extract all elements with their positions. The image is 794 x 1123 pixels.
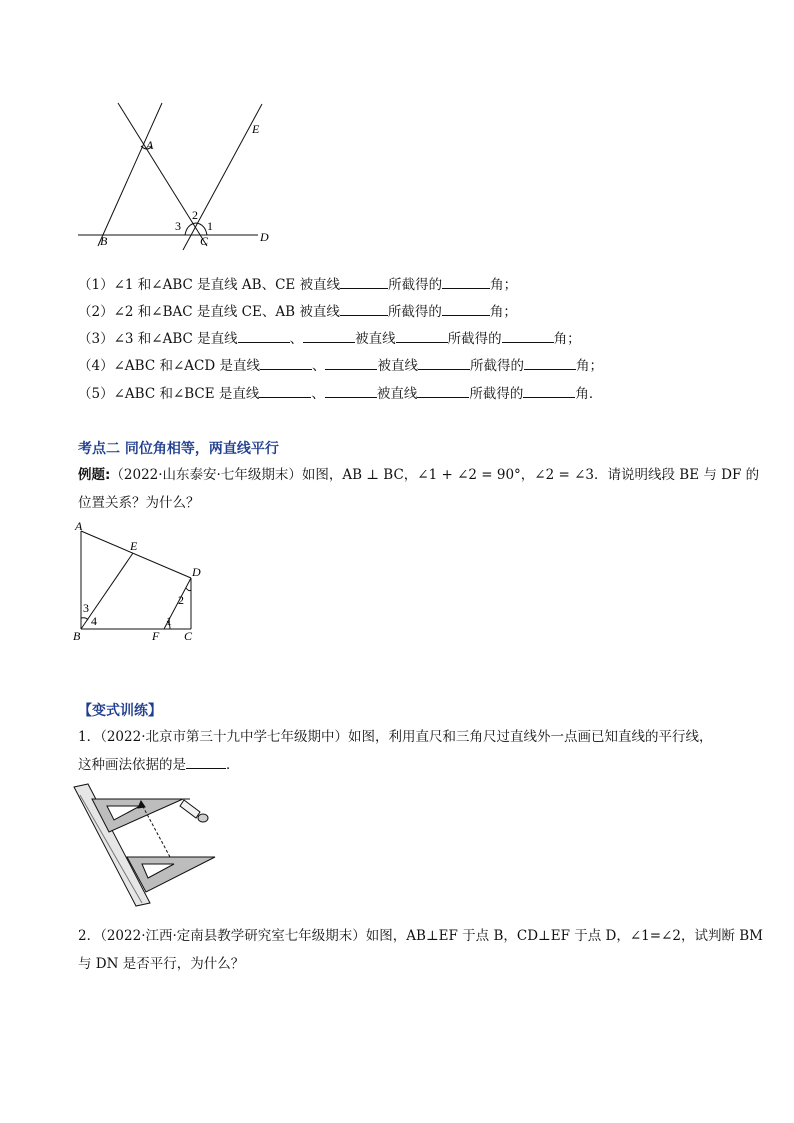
line-ce	[183, 104, 262, 250]
question-3: （3）∠3 和∠ABC 是直线 、 被直线 所截得的 角；	[78, 331, 581, 347]
variant-title: 【变式训练】	[78, 703, 162, 719]
label-angle-2: 2	[178, 593, 184, 607]
line-ab	[98, 103, 162, 246]
figure-quadrilateral	[70, 516, 210, 646]
answer-blank[interactable]	[260, 356, 312, 370]
label-angle-1: 1	[166, 614, 172, 628]
label-d: D	[192, 565, 201, 579]
label-a: A	[146, 138, 154, 152]
label-angle-2: 2	[192, 208, 198, 222]
label-c: C	[184, 629, 193, 643]
label-f: F	[152, 629, 160, 643]
pencil	[180, 800, 200, 818]
answer-blank[interactable]	[340, 302, 388, 316]
variant-q1-line-2: 这种画法依据的是 ．	[78, 757, 240, 773]
answer-blank[interactable]	[442, 275, 490, 289]
answer-blank[interactable]	[417, 384, 469, 398]
segment-be	[81, 553, 133, 629]
figure-transversal-lines	[70, 98, 290, 253]
label-e: E	[252, 122, 260, 136]
answer-blank[interactable]	[442, 302, 490, 316]
question-1: （1）∠1 和∠ABC 是直线 AB、CE 被直线 所截得的 角；	[78, 277, 518, 293]
label-c: C	[200, 234, 209, 248]
answer-blank[interactable]	[238, 329, 290, 343]
example-line-1: 例题:（2022·山东泰安·七年级期末）如图，AB ⊥ BC，∠1 + ∠2 = 90°，∠2 = ∠3．请说明线段 BE 与 DF 的	[78, 467, 760, 483]
example-line-2: 位置关系？为什么？	[78, 495, 200, 511]
answer-blank[interactable]	[325, 384, 377, 398]
variant-q1-line-1: 1．（2022·北京市第三十九中学七年级期中）如图，利用直尺和三角尺过直线外一点画已知直线的平行线，	[78, 729, 713, 745]
label-angle-3: 3	[175, 219, 181, 233]
answer-blank[interactable]	[325, 356, 377, 370]
angle-arc-d	[186, 588, 191, 591]
variant-q2-line-1: 2．（2022·江西·定南县教学研究室七年级期末）如图，AB⊥EF 于点 B，CD⊥EF 于点 D，∠1=∠2，试判断 BM	[78, 928, 763, 944]
label-b: B	[73, 629, 81, 643]
answer-blank[interactable]	[418, 356, 470, 370]
answer-blank[interactable]	[186, 755, 226, 769]
line-ac	[118, 103, 207, 246]
answer-blank[interactable]	[502, 329, 554, 343]
section-title: 考点二 同位角相等，两直线平行	[78, 441, 279, 457]
label-b: B	[100, 234, 108, 248]
answer-blank[interactable]	[524, 356, 576, 370]
figure-ruler-setsquare	[70, 780, 220, 910]
answer-blank[interactable]	[396, 329, 448, 343]
label-e: E	[130, 539, 138, 553]
question-2: （2）∠2 和∠BAC 是直线 CE、AB 被直线 所截得的 角；	[78, 304, 517, 320]
label-d: D	[260, 230, 269, 244]
label-a: A	[75, 519, 83, 533]
label-angle-4: 4	[91, 614, 97, 628]
label-angle-1: 1	[207, 219, 213, 233]
answer-blank[interactable]	[259, 384, 311, 398]
answer-blank[interactable]	[523, 384, 575, 398]
label-angle-3: 3	[83, 601, 89, 615]
answer-blank[interactable]	[340, 275, 388, 289]
variant-q2-line-2: 与 DN 是否平行，为什么？	[78, 956, 245, 972]
answer-blank[interactable]	[303, 329, 355, 343]
question-4: （4）∠ABC 和∠ACD 是直线 、 被直线 所截得的 角；	[78, 358, 603, 374]
question-5: （5）∠ABC 和∠BCE 是直线 、 被直线 所截得的 角．	[78, 386, 603, 402]
